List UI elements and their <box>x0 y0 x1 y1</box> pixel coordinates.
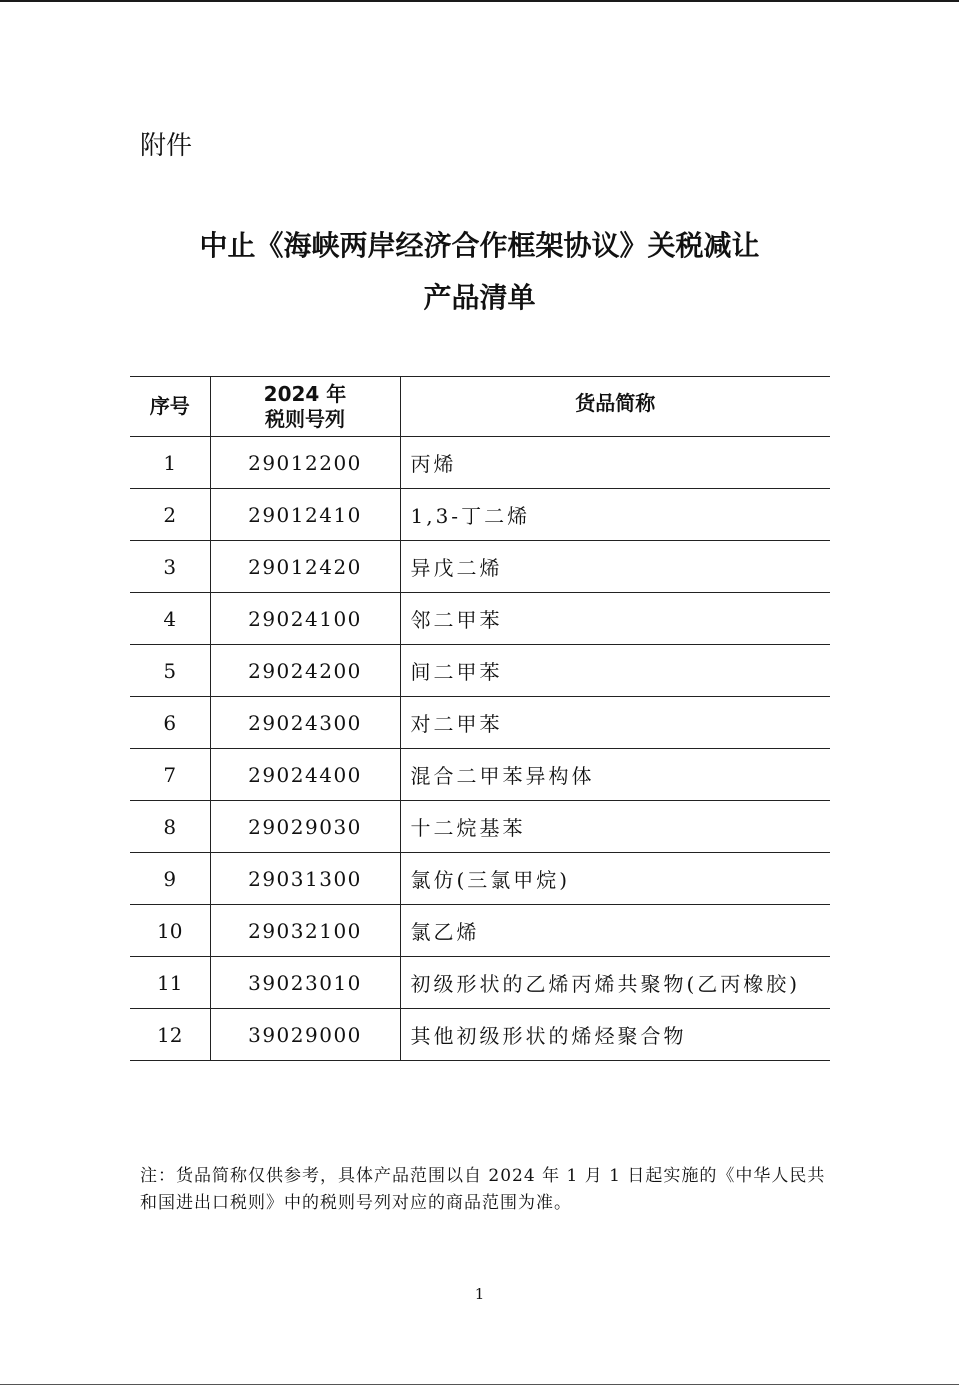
attachment-label: 附件 <box>140 131 193 161</box>
row-product-name: 丙烯 <box>400 437 830 489</box>
row-tariff-code: 29012420 <box>210 541 400 593</box>
row-tariff-code: 29012410 <box>210 489 400 541</box>
row-seq: 12 <box>130 1009 210 1061</box>
table-header-row <box>130 377 830 437</box>
row-seq: 5 <box>130 645 210 697</box>
row-seq: 4 <box>130 593 210 645</box>
row-tariff-code: 29029030 <box>210 801 400 853</box>
row-tariff-code: 29032100 <box>210 905 400 957</box>
header-tariff-code <box>210 377 400 437</box>
row-seq: 9 <box>130 853 210 905</box>
row-product-name: 对二甲苯 <box>400 697 830 749</box>
row-seq: 10 <box>130 905 210 957</box>
header-product-name: 货品简称 <box>400 377 830 437</box>
table-row <box>130 1009 830 1061</box>
row-tariff-code: 39023010 <box>210 957 400 1009</box>
table-row <box>130 749 830 801</box>
row-tariff-code: 29024100 <box>210 593 400 645</box>
row-tariff-code: 39029000 <box>210 1009 400 1061</box>
table-row <box>130 593 830 645</box>
row-product-name: 邻二甲苯 <box>400 593 830 645</box>
row-seq: 2 <box>130 489 210 541</box>
row-seq: 8 <box>130 801 210 853</box>
table-row <box>130 541 830 593</box>
page-top-border <box>0 0 959 2</box>
row-tariff-code: 29012200 <box>210 437 400 489</box>
row-product-name: 混合二甲苯异构体 <box>400 749 830 801</box>
product-list-table <box>130 376 830 1061</box>
table-row <box>130 853 830 905</box>
header-tariff-code-label: 税则号列 <box>265 406 345 431</box>
header-tariff-code-year: 2024 年 <box>263 381 347 406</box>
row-tariff-code: 29024200 <box>210 645 400 697</box>
document-title-line-2: 产品清单 <box>423 281 536 314</box>
table-row <box>130 957 830 1009</box>
row-product-name: 异戊二烯 <box>400 541 830 593</box>
header-seq: 序号 <box>130 377 210 437</box>
table-row <box>130 489 830 541</box>
table-row <box>130 697 830 749</box>
row-seq: 7 <box>130 749 210 801</box>
row-seq: 11 <box>130 957 210 1009</box>
page-number: 1 <box>474 1285 485 1303</box>
row-product-name: 初级形状的乙烯丙烯共聚物(乙丙橡胶) <box>400 957 830 1009</box>
footnote: 注：货品简称仅供参考，具体产品范围以自 2024 年 1 月 1 日起实施的《中华人民共和国进出口税则》中的税则号列对应的商品范围为准。 <box>140 1166 826 1213</box>
document-title-line-1: 中止《海峡两岸经济合作框架协议》关税减让 <box>199 229 760 262</box>
table-row <box>130 801 830 853</box>
row-tariff-code: 29024300 <box>210 697 400 749</box>
row-tariff-code: 29024400 <box>210 749 400 801</box>
row-product-name: 氯仿(三氯甲烷) <box>400 853 830 905</box>
table-body <box>130 437 830 1061</box>
row-seq: 3 <box>130 541 210 593</box>
row-product-name: 间二甲苯 <box>400 645 830 697</box>
row-product-name: 氯乙烯 <box>400 905 830 957</box>
row-product-name: 十二烷基苯 <box>400 801 830 853</box>
table-row <box>130 437 830 489</box>
row-product-name: 1,3-丁二烯 <box>400 489 830 541</box>
row-product-name: 其他初级形状的烯烃聚合物 <box>400 1009 830 1061</box>
table-row <box>130 645 830 697</box>
row-tariff-code: 29031300 <box>210 853 400 905</box>
row-seq: 1 <box>130 437 210 489</box>
row-seq: 6 <box>130 697 210 749</box>
table-row <box>130 905 830 957</box>
table-header <box>130 377 830 437</box>
